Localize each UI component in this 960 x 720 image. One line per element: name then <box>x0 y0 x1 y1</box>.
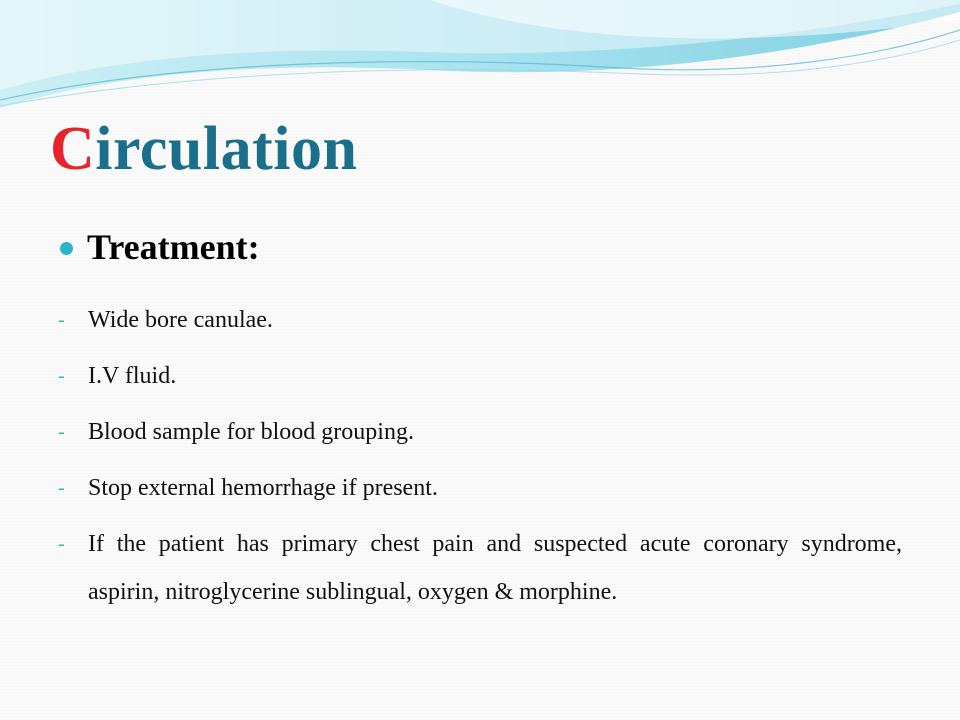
dash-marker: - <box>58 421 65 443</box>
treatment-list <box>58 296 902 624</box>
list-item-text: Stop external hemorrhage if present. <box>88 475 438 501</box>
list-item-text: I.V fluid. <box>88 363 177 389</box>
bullet-dot-icon <box>60 242 73 255</box>
dash-marker: - <box>58 477 65 499</box>
dash-marker: - <box>58 365 65 387</box>
dash-marker: - <box>58 309 65 331</box>
list-item <box>58 408 902 456</box>
treatment-heading: Treatment: <box>87 227 260 267</box>
header-wave-decoration <box>0 0 960 120</box>
list-item <box>58 464 902 512</box>
list-item <box>58 296 902 344</box>
title-first-letter: C <box>50 115 96 183</box>
list-item <box>58 352 902 400</box>
title-rest: irculation <box>95 115 358 183</box>
list-item-text: If the patient has primary chest pain and suspected acute coronary syndrome, aspirin, nitroglycerine sublingual, oxygen & morphine. <box>88 531 902 605</box>
slide-title <box>50 115 358 183</box>
list-item <box>58 520 902 616</box>
list-item-text: Wide bore canulae. <box>88 307 273 333</box>
dash-marker: - <box>58 533 65 555</box>
treatment-heading-row <box>60 226 260 268</box>
list-item-text: Blood sample for blood grouping. <box>88 419 414 445</box>
